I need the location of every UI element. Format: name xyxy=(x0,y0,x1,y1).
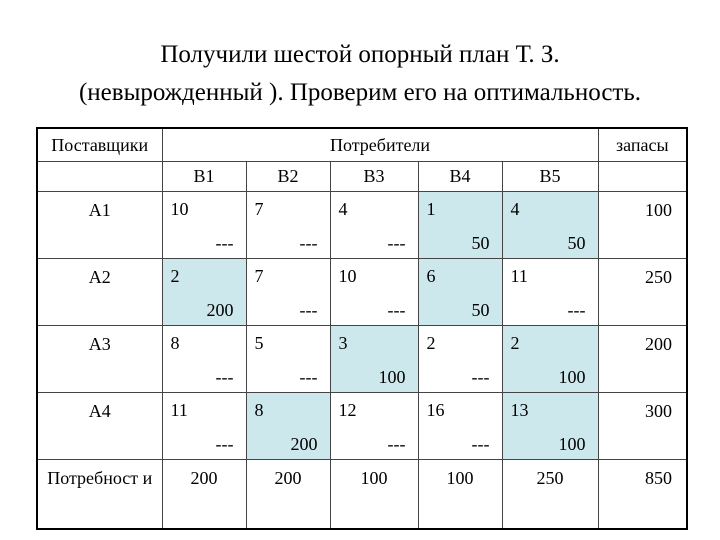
header-row-2 xyxy=(37,162,687,192)
allocation-value: 200 xyxy=(290,434,318,454)
cell-a2-b2 xyxy=(246,259,330,326)
table-row-a3 xyxy=(37,326,687,393)
cell-a1-b1 xyxy=(162,192,246,259)
transport-table xyxy=(36,127,688,530)
row-label: A3 xyxy=(37,326,162,393)
allocation-value: --- xyxy=(299,300,318,320)
cost-value: 1 xyxy=(426,199,436,219)
demand-b4: 100 xyxy=(418,460,502,530)
cost-value: 2 xyxy=(426,333,436,353)
row-label: A2 xyxy=(37,259,162,326)
allocation-value: 100 xyxy=(378,367,406,387)
allocation-value: 200 xyxy=(206,300,234,320)
cell-a4-b1 xyxy=(162,393,246,460)
cell-a2-b3 xyxy=(330,259,418,326)
column-header-b4: B4 xyxy=(418,162,502,192)
header-blank-right xyxy=(598,162,687,192)
row-label: A4 xyxy=(37,393,162,460)
suppliers-header: Поставщики xyxy=(37,128,162,162)
cost-value: 4 xyxy=(510,199,520,219)
cost-value: 10 xyxy=(170,199,189,219)
title-line-1: Получили шестой опорный план Т. З. xyxy=(160,41,560,68)
cell-a3-b1 xyxy=(162,326,246,393)
cost-value: 6 xyxy=(426,266,436,286)
column-header-b2: B2 xyxy=(246,162,330,192)
header-blank-left xyxy=(37,162,162,192)
cost-value: 4 xyxy=(338,199,348,219)
cell-a3-b2 xyxy=(246,326,330,393)
cost-value: 5 xyxy=(254,333,264,353)
demand-b2: 200 xyxy=(246,460,330,530)
cell-a2-b1 xyxy=(162,259,246,326)
stock-a1: 100 xyxy=(598,192,687,259)
allocation-value: --- xyxy=(471,367,490,387)
consumers-header: Потребители xyxy=(162,128,598,162)
table-row-a1 xyxy=(37,192,687,259)
cell-a3-b4 xyxy=(418,326,502,393)
cell-a4-b4 xyxy=(418,393,502,460)
row-label: A1 xyxy=(37,192,162,259)
cost-value: 7 xyxy=(254,266,264,286)
cost-value: 2 xyxy=(170,266,180,286)
allocation-value: --- xyxy=(215,434,234,454)
stocks-header: запасы xyxy=(598,128,687,162)
allocation-value: 100 xyxy=(558,434,586,454)
cell-a4-b2 xyxy=(246,393,330,460)
allocation-value: --- xyxy=(215,233,234,253)
stock-a4: 300 xyxy=(598,393,687,460)
cell-a1-b3 xyxy=(330,192,418,259)
demand-b1: 200 xyxy=(162,460,246,530)
demand-row xyxy=(37,460,687,530)
column-header-b1: B1 xyxy=(162,162,246,192)
cost-value: 11 xyxy=(510,266,528,286)
cost-value: 7 xyxy=(254,199,264,219)
cost-value: 8 xyxy=(170,333,180,353)
cost-value: 10 xyxy=(338,266,357,286)
allocation-value: --- xyxy=(471,434,490,454)
cell-a2-b5 xyxy=(502,259,598,326)
stock-a2: 250 xyxy=(598,259,687,326)
cost-value: 13 xyxy=(510,400,529,420)
allocation-value: --- xyxy=(567,300,586,320)
stock-a3: 200 xyxy=(598,326,687,393)
title-line-2: (невырожденный ). Проверим его на оптимальность. xyxy=(78,79,642,106)
slide-title xyxy=(0,36,720,112)
allocation-value: --- xyxy=(299,233,318,253)
demand-label: Потребност и xyxy=(37,460,162,530)
cell-a1-b2 xyxy=(246,192,330,259)
cost-value: 8 xyxy=(254,400,264,420)
cost-value: 11 xyxy=(170,400,188,420)
cell-a4-b5 xyxy=(502,393,598,460)
table-row-a4 xyxy=(37,393,687,460)
cell-a2-b4 xyxy=(418,259,502,326)
allocation-value: --- xyxy=(387,300,406,320)
cell-a3-b3 xyxy=(330,326,418,393)
allocation-value: 50 xyxy=(567,233,586,253)
cell-a3-b5 xyxy=(502,326,598,393)
total-value: 850 xyxy=(598,460,687,530)
allocation-value: 100 xyxy=(558,367,586,387)
column-header-b5: B5 xyxy=(502,162,598,192)
cost-value: 16 xyxy=(426,400,445,420)
cost-value: 12 xyxy=(338,400,357,420)
cost-value: 3 xyxy=(338,333,348,353)
allocation-value: --- xyxy=(215,367,234,387)
cell-a4-b3 xyxy=(330,393,418,460)
demand-b3: 100 xyxy=(330,460,418,530)
allocation-value: --- xyxy=(387,233,406,253)
transport-table-wrapper xyxy=(36,127,686,492)
column-header-b3: B3 xyxy=(330,162,418,192)
cost-value: 2 xyxy=(510,333,520,353)
cell-a1-b4 xyxy=(418,192,502,259)
allocation-value: --- xyxy=(387,434,406,454)
header-row-1 xyxy=(37,128,687,162)
allocation-value: 50 xyxy=(471,300,490,320)
allocation-value: 50 xyxy=(471,233,490,253)
allocation-value: --- xyxy=(299,367,318,387)
table-row-a2 xyxy=(37,259,687,326)
cell-a1-b5 xyxy=(502,192,598,259)
demand-b5: 250 xyxy=(502,460,598,530)
